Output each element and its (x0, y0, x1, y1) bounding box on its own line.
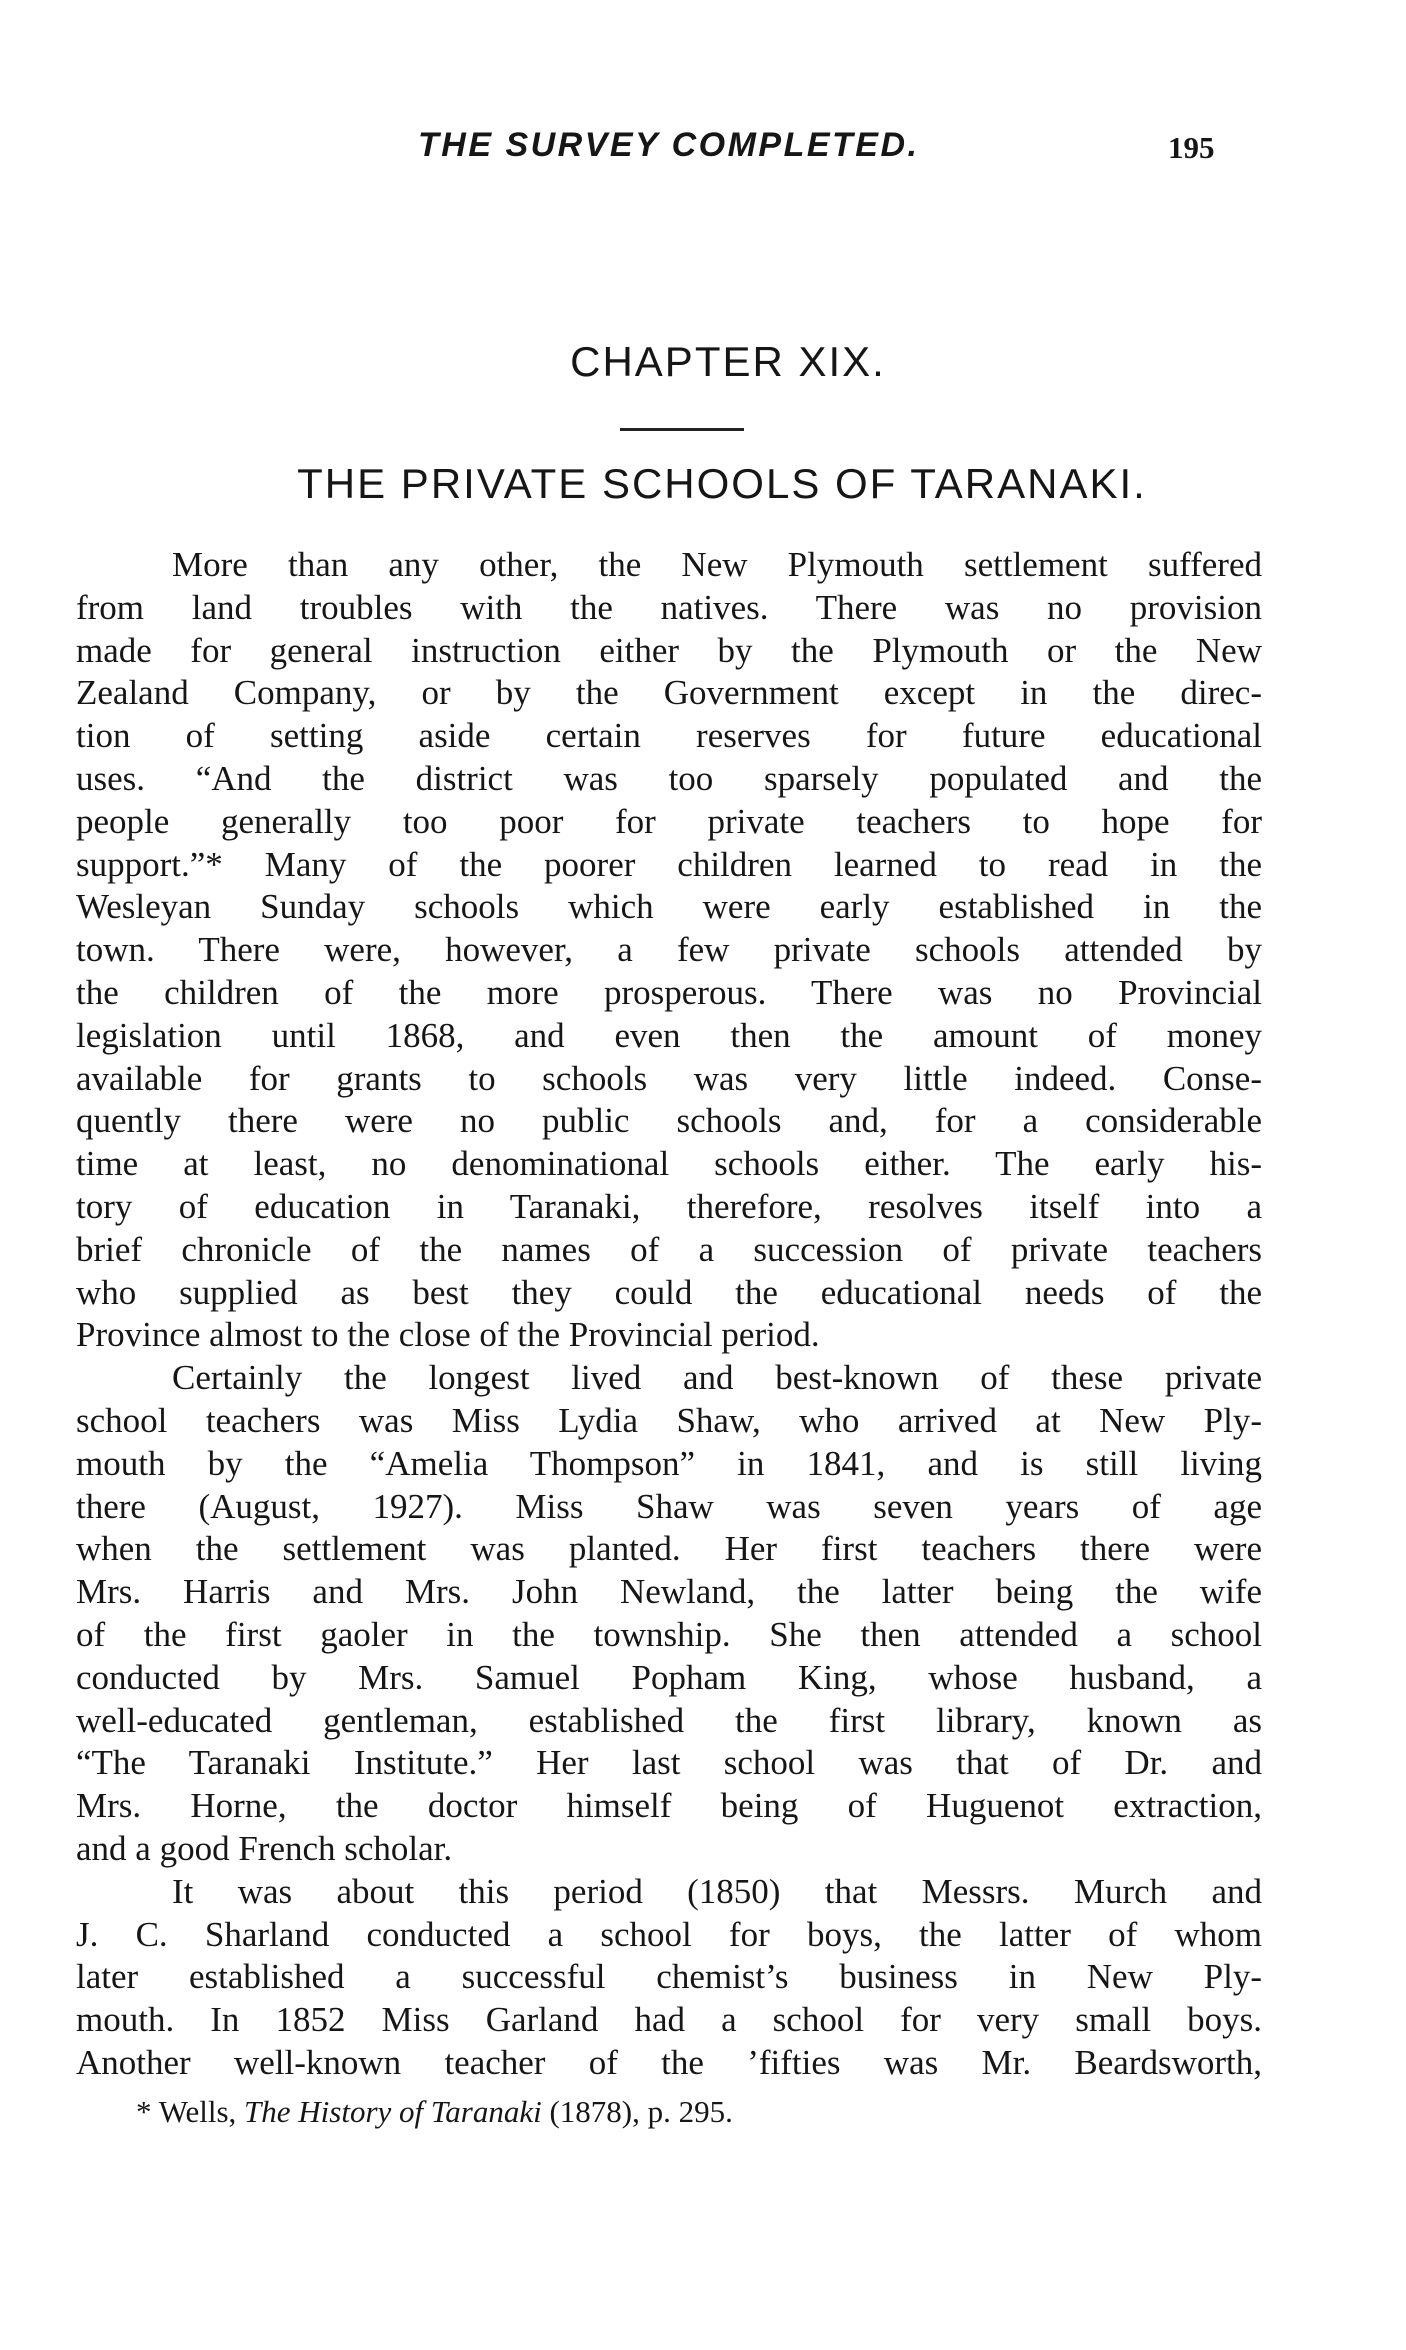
chapter-title: THE PRIVATE SCHOOLS OF TARANAKI. (297, 460, 1147, 507)
text-line: Wesleyan Sunday schools which were early established in the (76, 887, 1262, 927)
text-line: brief chronicle of the names of a succession of private teachers (76, 1229, 1262, 1269)
footnote-marker: * (136, 2094, 152, 2129)
text-line: tory of education in Taranaki, therefore, resolves itself into a (76, 1186, 1262, 1226)
text-line: school teachers was Miss Lydia Shaw, who arrived at New Ply- (76, 1400, 1262, 1440)
text-line: It was about this period (1850) that Messrs. Murch and (172, 1871, 1262, 1911)
text-line: the children of the more prosperous. There was no Provincial (76, 972, 1262, 1012)
running-head: THE SURVEY COMPLETED. (418, 126, 920, 164)
text-line: available for grants to schools was very little indeed. Conse- (76, 1058, 1262, 1098)
text-line: well-educated gentleman, established the first library, known as (76, 1700, 1262, 1740)
text-line: conducted by Mrs. Samuel Popham King, whose husband, a (76, 1657, 1262, 1697)
footnote-author: Wells, (158, 2094, 237, 2129)
text-line: when the settlement was planted. Her first teachers there were (76, 1529, 1262, 1569)
text-line: Mrs. Harris and Mrs. John Newland, the latter being the wife (76, 1572, 1262, 1612)
text-line: support.”* Many of the poorer children learned to read in the (76, 844, 1262, 884)
page-number: 195 (1168, 130, 1215, 165)
text-line: tion of setting aside certain reserves for future educational (76, 716, 1262, 756)
text-line: who supplied as best they could the educational needs of the (76, 1272, 1262, 1312)
text-line: Certainly the longest lived and best-known of these private (172, 1358, 1262, 1398)
text-line: Another well-known teacher of the ’fifties was Mr. Beardsworth, (76, 2042, 1262, 2082)
chapter-number: CHAPTER XIX. (570, 338, 886, 385)
text-line: town. There were, however, a few private schools attended by (76, 930, 1262, 970)
text-line: time at least, no denominational schools either. The early his- (76, 1144, 1262, 1184)
text-line: quently there were no public schools and, for a considerable (76, 1101, 1262, 1141)
text-line: from land troubles with the natives. There was no provision (76, 587, 1262, 627)
text-line: and a good French scholar. (76, 1828, 453, 1868)
text-line: Mrs. Horne, the doctor himself being of Huguenot extraction, (76, 1786, 1262, 1826)
chapter-divider (620, 428, 744, 431)
text-line: made for general instruction either by the Plymouth or the New (76, 630, 1262, 670)
text-line: “The Taranaki Institute.” Her last school was that of Dr. and (76, 1743, 1262, 1783)
text-line: later established a successful chemist’s business in New Ply- (76, 1957, 1262, 1997)
text-line: uses. “And the district was too sparsely populated and the (76, 758, 1262, 798)
text-line: people generally too poor for private teachers to hope for (76, 801, 1262, 841)
text-line: there (August, 1927). Miss Shaw was seven years of age (76, 1486, 1262, 1526)
body-text (76, 544, 1262, 2085)
text-line: Province almost to the close of the Provincial period. (76, 1315, 820, 1355)
footnote-citation: (1878), p. 295. (549, 2094, 733, 2129)
footnote-title: The History of Taranaki (244, 2094, 542, 2129)
text-line: mouth by the “Amelia Thompson” in 1841, and is still living (76, 1443, 1262, 1483)
text-line: More than any other, the New Plymouth settlement suffered (172, 545, 1262, 584)
text-line: J. C. Sharland conducted a school for boys, the latter of whom (76, 1914, 1262, 1954)
text-line: of the first gaoler in the township. She then attended a school (76, 1614, 1262, 1654)
text-line: mouth. In 1852 Miss Garland had a school for very small boys. (76, 2000, 1262, 2040)
text-line: legislation until 1868, and even then the amount of money (76, 1015, 1262, 1055)
footnote (136, 2094, 733, 2130)
text-line: Zealand Company, or by the Government except in the direc- (76, 673, 1262, 713)
